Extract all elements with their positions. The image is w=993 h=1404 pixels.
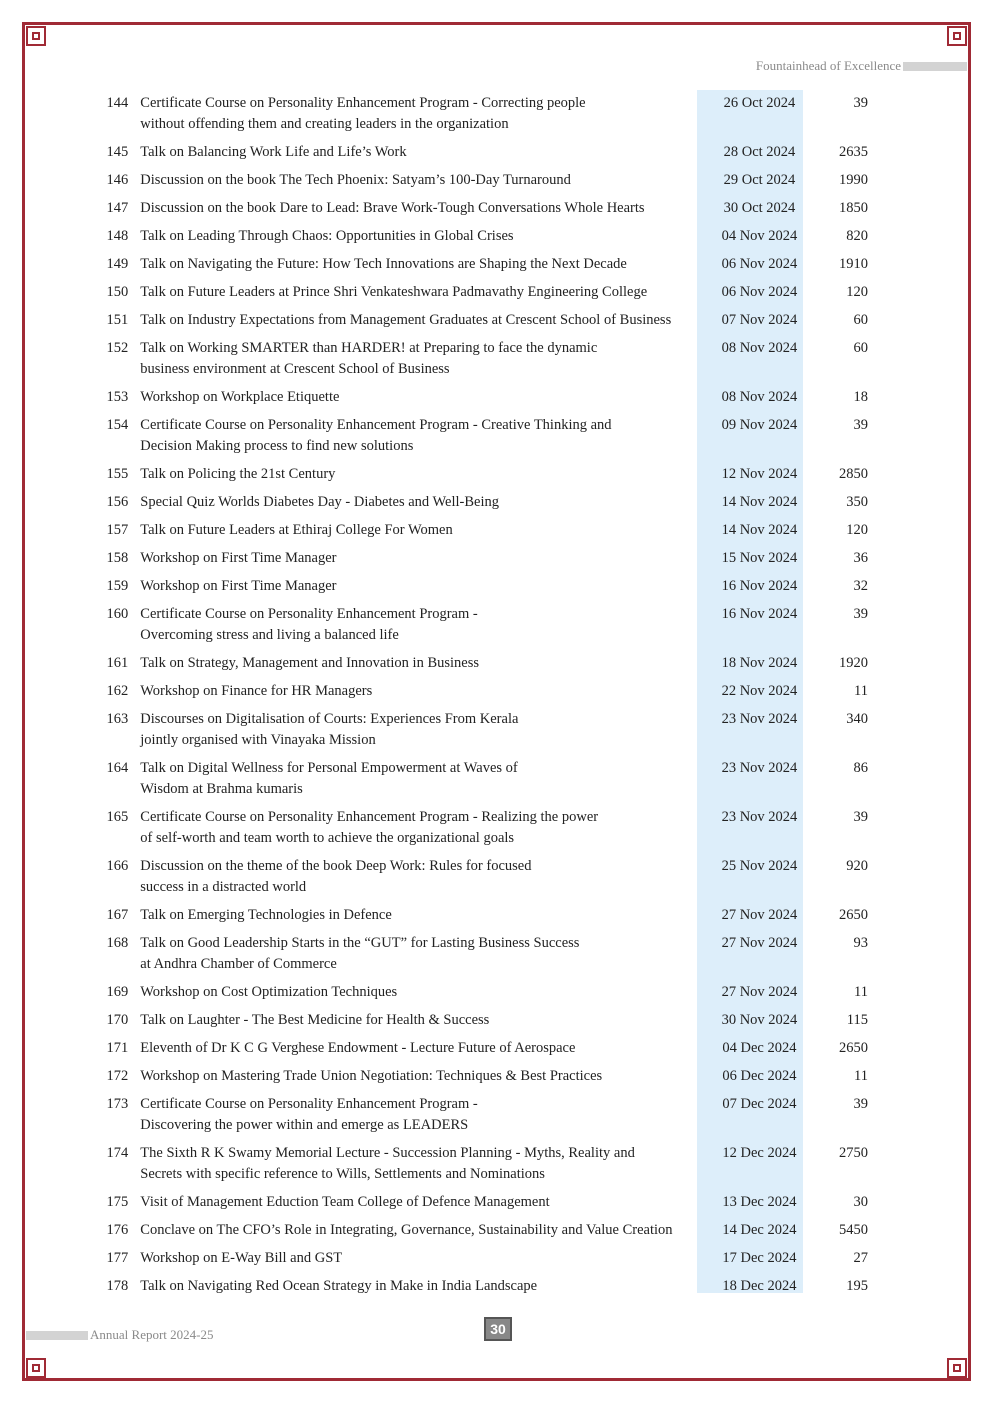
event-title: Workshop on Mastering Trade Union Negotiation: Techniques & Best Practices — [140, 1068, 603, 1084]
event-participants: 39 — [853, 417, 868, 433]
event-participants: 39 — [853, 606, 868, 622]
event-title: Talk on Balancing Work Life and Life’s Work — [140, 144, 407, 160]
event-number: 160 — [106, 606, 129, 622]
event-number: 145 — [106, 144, 129, 160]
table-row — [78, 933, 868, 982]
event-participants: 86 — [853, 760, 868, 776]
event-title: Certificate Course on Personality Enhancement Program - Correcting people without offending them and creating leaders in the organization — [140, 95, 586, 132]
event-number: 166 — [106, 858, 129, 874]
event-title: Visit of Management Eduction Team College of Defence Management — [140, 1194, 550, 1210]
event-participants: 39 — [853, 95, 868, 111]
event-number: 174 — [106, 1145, 129, 1161]
event-title: Workshop on E-Way Bill and GST — [140, 1250, 343, 1266]
header-bar — [903, 62, 967, 71]
event-participants: 1920 — [839, 655, 868, 671]
event-date: 06 Nov 2024 — [721, 284, 798, 300]
table-row — [78, 520, 868, 548]
event-title: Talk on Future Leaders at Prince Shri Venkateshwara Padmavathy Engineering College — [140, 284, 648, 300]
event-title: Discussion on the book The Tech Phoenix: Satyam’s 100-Day Turnaround — [140, 172, 571, 188]
page-number: 30 — [484, 1317, 512, 1341]
event-number: 161 — [106, 655, 129, 671]
events-table-body — [78, 93, 868, 1304]
table-row — [78, 1094, 868, 1143]
event-title: Talk on Good Leadership Starts in the “GUT” for Lasting Business Success at Andhra Chamber of Commerce — [140, 935, 580, 972]
event-participants: 920 — [846, 858, 868, 874]
event-participants: 350 — [846, 494, 868, 510]
event-date: 08 Nov 2024 — [721, 389, 798, 405]
event-title: Talk on Leading Through Chaos: Opportunities in Global Crises — [140, 228, 514, 244]
event-title: Certificate Course on Personality Enhancement Program - Overcoming stress and living a balanced life — [140, 606, 478, 643]
event-date: 18 Nov 2024 — [721, 655, 798, 671]
event-title: Workshop on First Time Manager — [140, 550, 337, 566]
corner-ornament — [947, 26, 967, 46]
event-date: 06 Nov 2024 — [721, 256, 798, 272]
event-date: 27 Nov 2024 — [721, 984, 798, 1000]
table-row — [78, 170, 868, 198]
table-row — [78, 1248, 868, 1276]
footer-report-title: Annual Report 2024-25 — [90, 1327, 214, 1342]
table-row — [78, 1192, 868, 1220]
event-title: Talk on Emerging Technologies in Defence — [140, 907, 392, 923]
event-date: 12 Nov 2024 — [721, 466, 798, 482]
event-participants: 27 — [853, 1250, 868, 1266]
event-title: Certificate Course on Personality Enhancement Program - Discovering the power within and emerge as LEADERS — [140, 1096, 478, 1133]
event-participants: 36 — [853, 550, 868, 566]
event-date: 25 Nov 2024 — [721, 858, 798, 874]
table-row — [78, 142, 868, 170]
event-participants: 60 — [853, 340, 868, 356]
event-number: 155 — [106, 466, 129, 482]
event-participants: 120 — [846, 284, 868, 300]
event-participants: 115 — [846, 1012, 868, 1028]
event-title: Discourses on Digitalisation of Courts: Experiences From Kerala jointly organised with Vinayaka Mission — [140, 711, 519, 748]
event-title: The Sixth R K Swamy Memorial Lecture - Succession Planning - Myths, Reality and Secrets with specific reference to Wills, Settlements and Nominations — [140, 1145, 635, 1182]
event-number: 169 — [106, 984, 129, 1000]
event-date: 08 Nov 2024 — [721, 340, 798, 356]
footer-bar — [26, 1331, 88, 1340]
table-row — [78, 604, 868, 653]
event-title: Certificate Course on Personality Enhancement Program - Creative Thinking and Decision Making process to find new solutions — [140, 417, 612, 454]
event-participants: 30 — [853, 1194, 868, 1210]
event-participants: 11 — [854, 1068, 868, 1084]
event-participants: 2850 — [839, 466, 868, 482]
event-date: 23 Nov 2024 — [721, 711, 798, 727]
event-number: 153 — [106, 389, 129, 405]
event-number: 156 — [106, 494, 129, 510]
event-date: 04 Dec 2024 — [722, 1040, 797, 1056]
event-title: Workshop on First Time Manager — [140, 578, 337, 594]
header-tagline: Fountainhead of Excellence — [755, 58, 901, 73]
event-date: 30 Nov 2024 — [721, 1012, 798, 1028]
event-number: 149 — [106, 256, 129, 272]
table-row — [78, 653, 868, 681]
event-date: 07 Dec 2024 — [722, 1096, 797, 1112]
event-title: Talk on Industry Expectations from Management Graduates at Crescent School of Business — [140, 312, 672, 328]
event-title: Talk on Future Leaders at Ethiraj College For Women — [140, 522, 453, 538]
event-title: Workshop on Workplace Etiquette — [140, 389, 340, 405]
event-participants: 60 — [853, 312, 868, 328]
event-participants: 2650 — [839, 907, 868, 923]
event-number: 144 — [106, 95, 129, 111]
event-number: 151 — [106, 312, 129, 328]
event-title: Talk on Strategy, Management and Innovation in Business — [140, 655, 480, 671]
event-date: 28 Oct 2024 — [723, 144, 796, 160]
event-date: 14 Nov 2024 — [721, 522, 798, 538]
table-row — [78, 758, 868, 807]
table-row — [78, 415, 868, 464]
event-date: 27 Nov 2024 — [721, 935, 798, 951]
event-number: 164 — [106, 760, 129, 776]
table-row — [78, 254, 868, 282]
event-date: 15 Nov 2024 — [721, 550, 798, 566]
event-participants: 93 — [853, 935, 868, 951]
table-row — [78, 310, 868, 338]
event-date: 18 Dec 2024 — [722, 1278, 797, 1294]
event-participants: 820 — [846, 228, 868, 244]
event-title: Special Quiz Worlds Diabetes Day - Diabetes and Well-Being — [140, 494, 500, 510]
event-title: Discussion on the book Dare to Lead: Brave Work-Tough Conversations Whole Hearts — [140, 200, 645, 216]
event-participants: 5450 — [839, 1222, 868, 1238]
event-participants: 39 — [853, 1096, 868, 1112]
table-row — [78, 856, 868, 905]
event-date: 29 Oct 2024 — [723, 172, 796, 188]
event-participants: 120 — [846, 522, 868, 538]
event-date: 23 Nov 2024 — [721, 809, 798, 825]
event-participants: 1910 — [839, 256, 868, 272]
corner-ornament — [26, 26, 46, 46]
event-participants: 1990 — [839, 172, 868, 188]
event-participants: 32 — [853, 578, 868, 594]
event-date: 06 Dec 2024 — [722, 1068, 797, 1084]
event-date: 12 Dec 2024 — [722, 1145, 797, 1161]
event-number: 163 — [106, 711, 129, 727]
corner-ornament — [947, 1358, 967, 1378]
table-row — [78, 338, 868, 387]
event-date: 07 Nov 2024 — [721, 312, 798, 328]
table-row — [78, 387, 868, 415]
table-row — [78, 198, 868, 226]
event-number: 154 — [106, 417, 129, 433]
event-number: 147 — [106, 200, 129, 216]
event-date: 26 Oct 2024 — [723, 95, 796, 111]
event-title: Discussion on the theme of the book Deep Work: Rules for focused success in a distracted world — [140, 858, 532, 895]
table-row — [78, 492, 868, 520]
table-row — [78, 282, 868, 310]
event-date: 04 Nov 2024 — [721, 228, 798, 244]
event-date: 17 Dec 2024 — [722, 1250, 797, 1266]
event-title: Eleventh of Dr K C G Verghese Endowment - Lecture Future of Aerospace — [140, 1040, 576, 1056]
event-number: 175 — [106, 1194, 129, 1210]
event-participants: 39 — [853, 809, 868, 825]
event-number: 159 — [106, 578, 129, 594]
table-row — [78, 1038, 868, 1066]
event-title: Workshop on Cost Optimization Techniques — [140, 984, 398, 1000]
event-participants: 340 — [846, 711, 868, 727]
table-row — [78, 681, 868, 709]
event-number: 148 — [106, 228, 129, 244]
event-date: 16 Nov 2024 — [721, 578, 798, 594]
event-number: 171 — [106, 1040, 129, 1056]
event-title: Talk on Policing the 21st Century — [140, 466, 336, 482]
event-date: 27 Nov 2024 — [721, 907, 798, 923]
event-number: 146 — [106, 172, 129, 188]
event-date: 23 Nov 2024 — [721, 760, 798, 776]
event-date: 14 Nov 2024 — [721, 494, 798, 510]
event-title: Talk on Laughter - The Best Medicine for Health & Success — [140, 1012, 490, 1028]
event-number: 178 — [106, 1278, 129, 1294]
event-participants: 1850 — [839, 200, 868, 216]
event-participants: 18 — [853, 389, 868, 405]
event-participants: 195 — [846, 1278, 868, 1294]
table-row — [78, 226, 868, 254]
event-number: 162 — [106, 683, 129, 699]
event-participants: 2650 — [839, 1040, 868, 1056]
event-date: 22 Nov 2024 — [721, 683, 798, 699]
event-participants: 11 — [854, 683, 868, 699]
event-number: 167 — [106, 907, 129, 923]
table-row — [78, 709, 868, 758]
event-number: 152 — [106, 340, 129, 356]
event-number: 157 — [106, 522, 129, 538]
table-row — [78, 93, 868, 142]
table-row — [78, 905, 868, 933]
table-row — [78, 576, 868, 604]
event-number: 170 — [106, 1012, 129, 1028]
event-number: 158 — [106, 550, 129, 566]
event-participants: 11 — [854, 984, 868, 1000]
table-row — [78, 1276, 868, 1304]
event-title: Certificate Course on Personality Enhancement Program - Realizing the power of self-worth and team worth to achieve the organizational goals — [140, 809, 599, 846]
table-row — [78, 1066, 868, 1094]
event-participants: 2635 — [839, 144, 868, 160]
event-number: 165 — [106, 809, 129, 825]
event-number: 176 — [106, 1222, 129, 1238]
event-date: 16 Nov 2024 — [721, 606, 798, 622]
event-title: Talk on Navigating Red Ocean Strategy in Make in India Landscape — [140, 1278, 538, 1294]
table-row — [78, 464, 868, 492]
event-number: 168 — [106, 935, 129, 951]
corner-ornament — [26, 1358, 46, 1378]
table-row — [78, 982, 868, 1010]
event-title: Talk on Digital Wellness for Personal Empowerment at Waves of Wisdom at Brahma kumaris — [140, 760, 518, 797]
event-number: 177 — [106, 1250, 129, 1266]
event-participants: 2750 — [839, 1145, 868, 1161]
event-number: 173 — [106, 1096, 129, 1112]
event-date: 09 Nov 2024 — [721, 417, 798, 433]
table-row — [78, 807, 868, 856]
table-row — [78, 548, 868, 576]
event-date: 30 Oct 2024 — [723, 200, 796, 216]
event-title: Talk on Navigating the Future: How Tech Innovations are Shaping the Next Decade — [140, 256, 627, 272]
event-title: Workshop on Finance for HR Managers — [140, 683, 373, 699]
event-title: Talk on Working SMARTER than HARDER! at Preparing to face the dynamic business environment at Crescent School of Business — [140, 340, 598, 377]
event-number: 150 — [106, 284, 129, 300]
event-date: 13 Dec 2024 — [722, 1194, 797, 1210]
table-row — [78, 1220, 868, 1248]
table-row — [78, 1010, 868, 1038]
event-date: 14 Dec 2024 — [722, 1222, 797, 1238]
event-number: 172 — [106, 1068, 129, 1084]
event-title: Conclave on The CFO’s Role in Integrating, Governance, Sustainability and Value Creation — [140, 1222, 673, 1238]
table-row — [78, 1143, 868, 1192]
events-table — [78, 93, 868, 1304]
